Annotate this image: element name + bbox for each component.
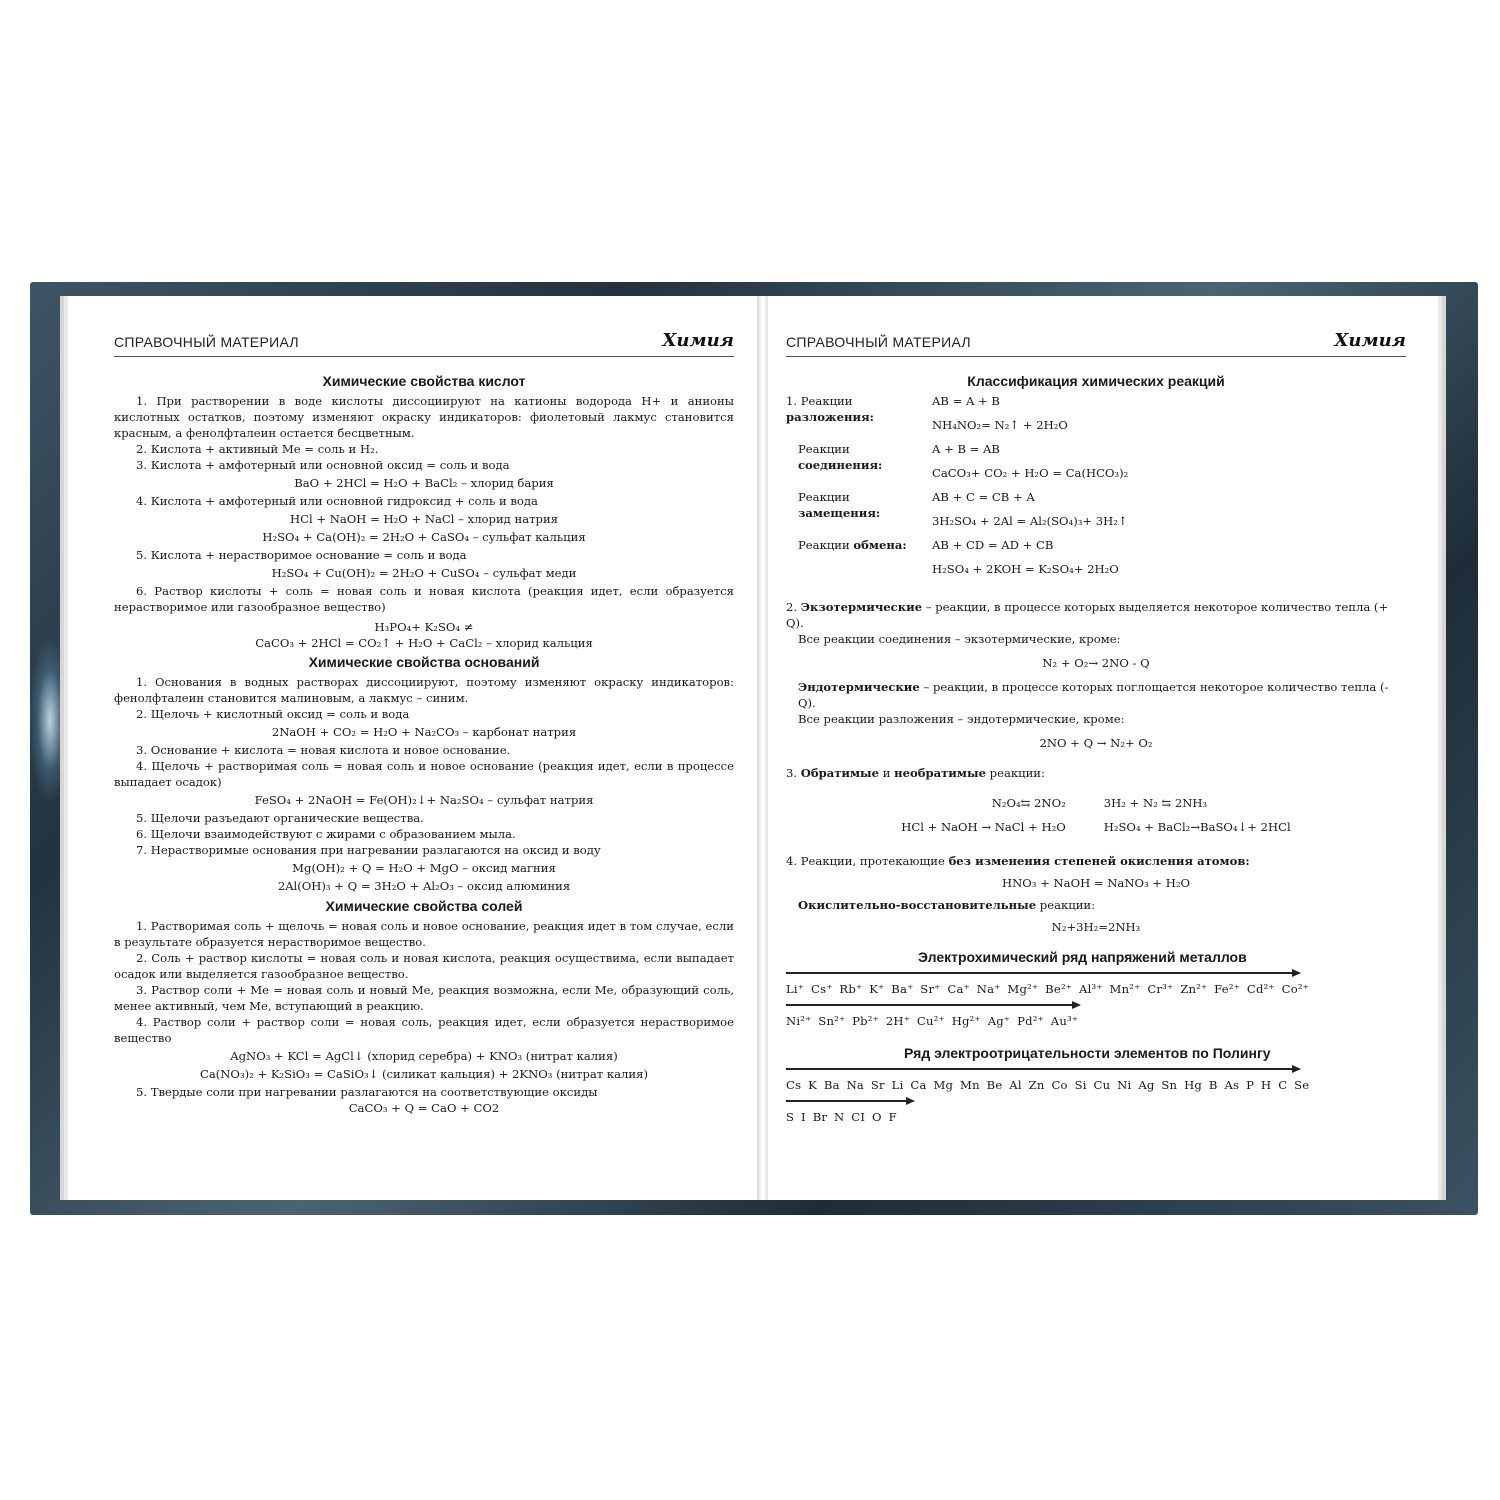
term-bold: Обратимые [800,766,880,780]
combination-row [786,441,1406,472]
equation: 2NaOH + CO₂ = H₂O + Na₂CO₃ – карбонат натрия [271,725,577,739]
right-page-header [786,328,1406,357]
text: и [879,766,895,780]
header-label: СПРАВОЧНЫЙ МАТЕРИАЛ [786,334,971,350]
equation: A + B = AB [932,442,1000,456]
right-content [786,370,1406,1125]
equation: H₂SO₄ + BaCl₂→BaSO₄↓+ 2HCl [1103,820,1291,834]
equation: H₂SO₄ + Cu(OH)₂ = 2H₂O + CuSO₄ – сульфат меди [271,566,577,580]
label-bold: разложения: [786,410,874,424]
header-title: Химия [1334,330,1406,351]
equation: Ca(NO₃)₂ + K₂SiO₃ = CaSiO₃↓ (силикат кальция) + 2KNO₃ (нитрат калия) [199,1067,648,1081]
exchange-row [786,537,1406,561]
equation: AB = A + B [932,394,1000,408]
paragraph: 6. Раствор кислоты + соль = новая соль и новая кислота (реакция идет, если образуется нерастворимое или газообразное вещество) [114,584,734,614]
header-title: Химия [662,330,734,351]
equation: 3H₂ + N₂ ⇆ 2NH₃ [1103,796,1208,810]
label-bold: соединения: [798,458,883,472]
paragraph: 4. Раствор соли + раствор соли = новая соль, реакция идет, если образуется нерастворимое вещество [114,1015,734,1045]
paragraph: 3. Кислота + амфотерный или основной оксид = соль и вода [136,458,510,472]
label-text: Реакции [798,538,854,552]
left-page-header [114,328,734,357]
label-text: Реакции [798,490,850,504]
equation: N₂+3H₂=2NH₃ [1051,920,1141,934]
paragraph: 6. Щелочи взаимодействуют с жирами с образованием мыла. [136,827,516,841]
metals-row-2: Ni²⁺ Sn²⁺ Pb²⁺ 2H⁺ Cu²⁺ Hg²⁺ Ag⁺ Pd²⁺ Au³⁺ [786,1014,1079,1028]
paragraph: 3. Основание + кислота = новая кислота и новое основание. [136,743,511,757]
paragraph: 5. Твердые соли при нагревании разлагаются на соответствующие оксиды [136,1085,598,1099]
equation: 3H₂SO₄ + 2Al = Al₂(SO₄)₃+ 3H₂↑ [932,514,1128,528]
note: Все реакции разложения – эндотермические, кроме: [798,712,1125,726]
pauling-heading: Ряд электроотрицательности элементов по Полингу [904,1045,1271,1061]
equation: N₂ + O₂→ 2NO - Q [1042,656,1150,670]
term-bold: Экзотермические [800,600,923,614]
paragraph: 5. Щелочи разъедают органические вещества. [136,811,424,825]
equation: CaCO₃ + 2HCl = CO₂↑ + H₂O + CaCl₂ – хлорид кальция [255,636,593,650]
equation: HNO₃ + NaOH = NaNO₃ + H₂O [1002,876,1190,890]
note: Все реакции соединения – экзотермические, кроме: [798,632,1121,646]
salts-heading: Химические свойства солей [325,898,523,914]
reversible-section [786,765,1406,839]
equation: NH₄NO₂= N₂↑ + 2H₂O [932,418,1068,432]
decomposition-row [786,393,1406,424]
equation: CaCO₃+ CO₂ + H₂O = Ca(HCO₃)₂ [932,466,1129,480]
label-text: 1. Реакции [786,394,853,408]
equation: HCl + NaOH → NaCl + H₂O [901,820,1066,834]
paragraph: 7. Нерастворимые основания при нагревании разлагаются на оксид и воду [136,843,601,857]
series-arrow [786,1097,1406,1105]
metals-row-1: Li⁺ Cs⁺ Rb⁺ K⁺ Ba⁺ Sr⁺ Ca⁺ Na⁺ Mg²⁺ Be²⁺ Al³⁺ Mn²⁺ Cr³⁺ Zn²⁺ Fe²⁺ Cd²⁺ Co²⁺ [786,982,1310,996]
cover-glare [30,640,70,800]
right-page [768,296,1438,1200]
label-text: Реакции [798,442,850,456]
left-page [68,296,758,1200]
paragraph: 4. Кислота + амфотерный или основной гидроксид + соль и вода [136,494,538,508]
pauling-row-1: Cs K Ba Na Sr Li Ca Mg Mn Be Al Zn Co Si Cu Ni Ag Sn Hg B As P H C Se [786,1078,1310,1092]
equation: H₃PO₄+ K₂SO₄ ≠ [374,620,474,634]
paragraph: 1. Растворимая соль + щелочь = новая соль и новое основание, реакция идет в том случае, если в результате образуется нерастворимое вещество. [114,919,734,949]
header-label: СПРАВОЧНЫЙ МАТЕРИАЛ [114,334,299,350]
paragraph: 1. При растворении в воде кислоты диссоциируют на катионы водорода Н+ и анионы кислотных остатков, поэтому изменяют окраску индикаторов: фиолетовый лакмус становится красным, а фенолфталеин остается бесцветным. [114,394,734,440]
label-bold: замещения: [798,506,881,520]
equation: N₂O₄⇆ 2NO₂ [991,796,1066,810]
classification-heading: Классификация химических реакций [967,373,1225,389]
paragraph: 2. Соль + раствор кислоты = новая соль и новая кислота, реакция осуществима, если выпадает осадок или выделяется газообразное вещество. [114,951,734,981]
text: реакции: [1036,898,1096,912]
item-number: 2. [786,600,801,614]
item-number: 3. [786,766,801,780]
definition: – реакции, в процессе которых поглощается некоторое количество тепла (- Q). [798,680,1389,710]
equation: FeSO₄ + 2NaOH = Fe(OH)₂↓+ Na₂SO₄ – сульфат натрия [254,793,594,807]
equation: AB + C = CB + A [932,490,1035,504]
exothermic-section [786,599,1406,751]
equation: AB + CD = AD + CB [932,538,1054,552]
substitution-row [786,489,1406,520]
left-content [114,370,734,1116]
text: реакции: [985,766,1045,780]
definition: – реакции, в процессе которых выделяется некоторое количество тепла (+ Q). [786,600,1389,630]
equation: H₂SO₄ + 2KOH = K₂SO₄+ 2H₂O [932,562,1119,576]
pauling-row-2: S I Br N CI O F [786,1110,897,1124]
series-arrow [786,1001,1406,1009]
equation: BaO + 2HCl = H₂O + BaCl₂ – хлорид бария [294,476,554,490]
acids-heading: Химические свойства кислот [322,373,526,389]
bases-heading: Химические свойства оснований [308,654,540,670]
metals-heading: Электрохимический ряд напряжений металлов [918,949,1247,965]
paragraph: 1. Основания в водных растворах диссоциируют, поэтому изменяют окраску индикаторов: фенолфталеин становится малиновым, а лакмус – синим. [114,675,734,705]
paragraph: 2. Щелочь + кислотный оксид = соль и вода [136,707,410,721]
paragraph: 3. Раствор соли + Ме = новая соль и новый Ме, реакция возможна, если Ме, образующий соль, менее активный, чем Ме, вступающий в реакцию. [114,983,734,1013]
series-arrow [786,1065,1406,1073]
term-bold: Эндотермические [798,680,920,694]
equation: CaCO₃ + Q = CaO + CO2 [348,1101,500,1115]
equation: 2Al(OH)₃ + Q = 3H₂O + Al₂O₃ – оксид алюминия [277,879,571,893]
term-bold: необратимые [894,766,986,780]
equation: HCl + NaOH = H₂O + NaCl – хлорид натрия [289,512,559,526]
paragraph: 2. Кислота + активный Ме = соль и H₂. [136,442,379,456]
term-bold: без изменения степеней окисления атомов: [948,854,1250,868]
equation: H₂SO₄ + Ca(OH)₂ = 2H₂O + CaSO₄ – сульфат кальция [262,530,586,544]
equation: Mg(OH)₂ + Q = H₂O + MgO – оксид магния [292,861,556,875]
oxidation-section [786,853,1406,935]
series-arrow [786,969,1406,977]
paragraph: 4. Щелочь + растворимая соль = новая соль и новое основание (реакция идет, если в процессе выпадает осадок) [114,759,734,789]
label-bold: обмена: [853,538,907,552]
text: 4. Реакции, протекающие [786,854,949,868]
term-bold: Окислительно-восстановительные [798,898,1037,912]
equation: AgNO₃ + KCl = AgCl↓ (хлорид серебра) + KNO₃ (нитрат калия) [230,1049,618,1063]
equation: 2NO + Q → N₂+ O₂ [1039,736,1153,750]
paragraph: 5. Кислота + нерастворимое основание = соль и вода [136,548,467,562]
reaction-table [786,791,1406,839]
